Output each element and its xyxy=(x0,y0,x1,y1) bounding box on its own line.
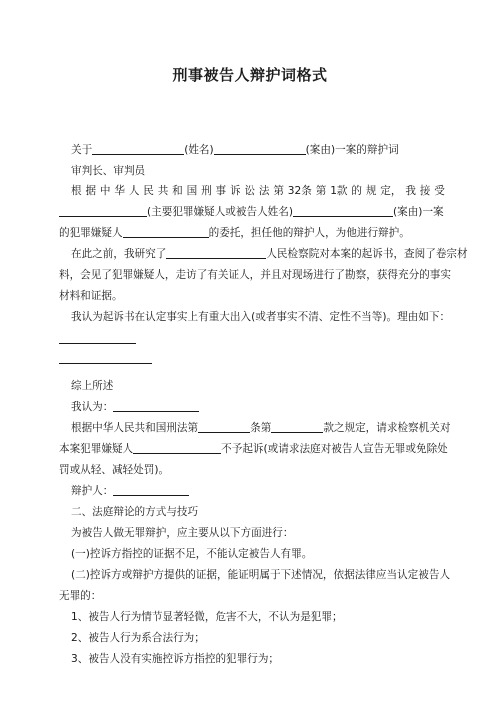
subject-about-text: 关于 xyxy=(71,144,93,156)
case-label: (案由)一案的辩护词 xyxy=(305,144,399,156)
legal-basis-word: 国 xyxy=(186,185,198,197)
name-blank xyxy=(92,143,184,155)
summary-heading: 综上所述 xyxy=(71,380,114,392)
legal-basis-word: 1款 xyxy=(330,185,348,197)
legal-basis-word: 据 xyxy=(85,185,97,197)
case-blank xyxy=(214,143,306,155)
reason-blank-2 xyxy=(59,363,152,364)
list-item: 1、被告人行为情节显著轻微，危害不大，不认为是犯罪； xyxy=(71,611,343,623)
suspect-name-label: (主要犯罪嫌疑人或被告人姓名) xyxy=(147,206,293,218)
list-item: 2、被告人行为系合法行为； xyxy=(71,632,205,644)
signer-line xyxy=(71,484,189,498)
legal-basis-word: 共 xyxy=(157,185,169,197)
paragraph-research-line1 xyxy=(71,247,468,261)
legal-basis-word: 诉 xyxy=(229,185,241,197)
document-title: 刑事被告人辩护词格式 xyxy=(172,66,328,84)
paragraph-request-line1 xyxy=(71,421,450,435)
legal-basis-word: 刑 xyxy=(201,185,212,197)
subject-line xyxy=(71,143,399,157)
signer-blank xyxy=(113,484,189,496)
request-text-a: 根据中华人民共和国刑法第 xyxy=(71,422,199,434)
paragraph-research-line3: 材料和证据。 xyxy=(59,290,123,302)
paragraph-dispute: 我认为起诉书在认定事实上有重大出入(或者事实不清、定性不当等)。理由如下： xyxy=(71,311,451,323)
research-text-b: 人民检察院对本案的起诉书，查阅了卷宗材 xyxy=(266,248,468,260)
name-label: (姓名) xyxy=(184,144,214,156)
legal-basis-word: 第 xyxy=(315,185,327,197)
legal-basis-word: 32条 xyxy=(287,185,312,197)
legal-basis-word: 接 xyxy=(419,185,431,197)
request-text-c: 款之规定，请求检察机关对 xyxy=(323,422,451,434)
legal-basis-word: 定， xyxy=(380,185,402,197)
legal-basis-word: 受 xyxy=(434,185,445,197)
legal-basis-word: 根 xyxy=(71,185,82,197)
legal-basis-word: 第 xyxy=(273,185,284,197)
legal-basis-word: 事 xyxy=(215,185,227,197)
paragraph-legal-basis-line1 xyxy=(71,184,445,198)
procuratorate-blank xyxy=(166,247,266,259)
opinion-label: 我认为： xyxy=(71,401,114,413)
section-2-point-1: (一)控诉方指控的证据不足，不能认定被告人有罪。 xyxy=(71,548,313,560)
paragraph-legal-basis-line3 xyxy=(59,226,410,240)
legal-basis-word: 和 xyxy=(172,185,183,197)
opinion-line xyxy=(71,400,199,414)
legal-basis-word: 讼 xyxy=(244,185,256,197)
clause-blank xyxy=(271,421,323,433)
legal-basis-word: 华 xyxy=(114,185,125,197)
section-2-point-2-line1: (二)控诉方或辩护方提供的证据，能证明属于下述情况，依据法律应当认定被告人 xyxy=(71,569,451,581)
legal-basis-word: 规 xyxy=(365,185,377,197)
legal-basis-word: 民 xyxy=(143,185,154,197)
case-label-2: (案由)一案 xyxy=(392,206,444,218)
paragraph-legal-basis-line2 xyxy=(59,205,444,219)
paragraph-research-line2: 料，会见了犯罪嫌疑人，走访了有关证人，并且对现场进行了勘察，获得充分的事实 xyxy=(59,269,451,281)
paragraph-request-line2 xyxy=(59,442,448,456)
reason-blank-1 xyxy=(59,343,136,344)
section-2-intro: 为被告人做无罪辩护，应主要从以下方面进行： xyxy=(71,527,294,539)
salutation: 审判长、审判员 xyxy=(71,165,146,177)
section-2-heading: 二、法庭辩论的方式与技巧 xyxy=(71,506,199,518)
suspect-prefix: 的犯罪嫌疑人 xyxy=(59,227,123,239)
paragraph-request-line3: 罚或从轻、减轻处罚)。 xyxy=(59,464,170,476)
opinion-blank xyxy=(113,400,199,412)
article-blank xyxy=(198,421,250,433)
case-blank-2 xyxy=(293,205,393,217)
section-2-point-2-line2: 无罪的： xyxy=(59,590,102,602)
research-text-a: 在此之前，我研究了 xyxy=(71,248,167,260)
signer-label: 辩护人： xyxy=(71,485,114,497)
client-blank xyxy=(123,226,209,238)
legal-basis-word: 中 xyxy=(99,185,111,197)
suspect-name-blank xyxy=(59,205,147,217)
request-text-b: 条第 xyxy=(250,422,272,434)
request-suspect-label: 本案犯罪嫌疑人 xyxy=(59,443,134,455)
commission-text: 的委托，担任他的辩护人，为他进行辩护。 xyxy=(208,227,410,239)
suspect-blank xyxy=(133,442,221,454)
legal-basis-word: 法 xyxy=(258,185,270,197)
legal-basis-word: 的 xyxy=(351,185,362,197)
request-text-d: 不予起诉(或请求法庭对被告人宣告无罪或免除处 xyxy=(221,443,448,455)
list-item: 3、被告人没有实施控诉方指控的犯罪行为； xyxy=(71,653,280,665)
legal-basis-word: 我 xyxy=(405,185,416,197)
legal-basis-word: 人 xyxy=(128,185,140,197)
